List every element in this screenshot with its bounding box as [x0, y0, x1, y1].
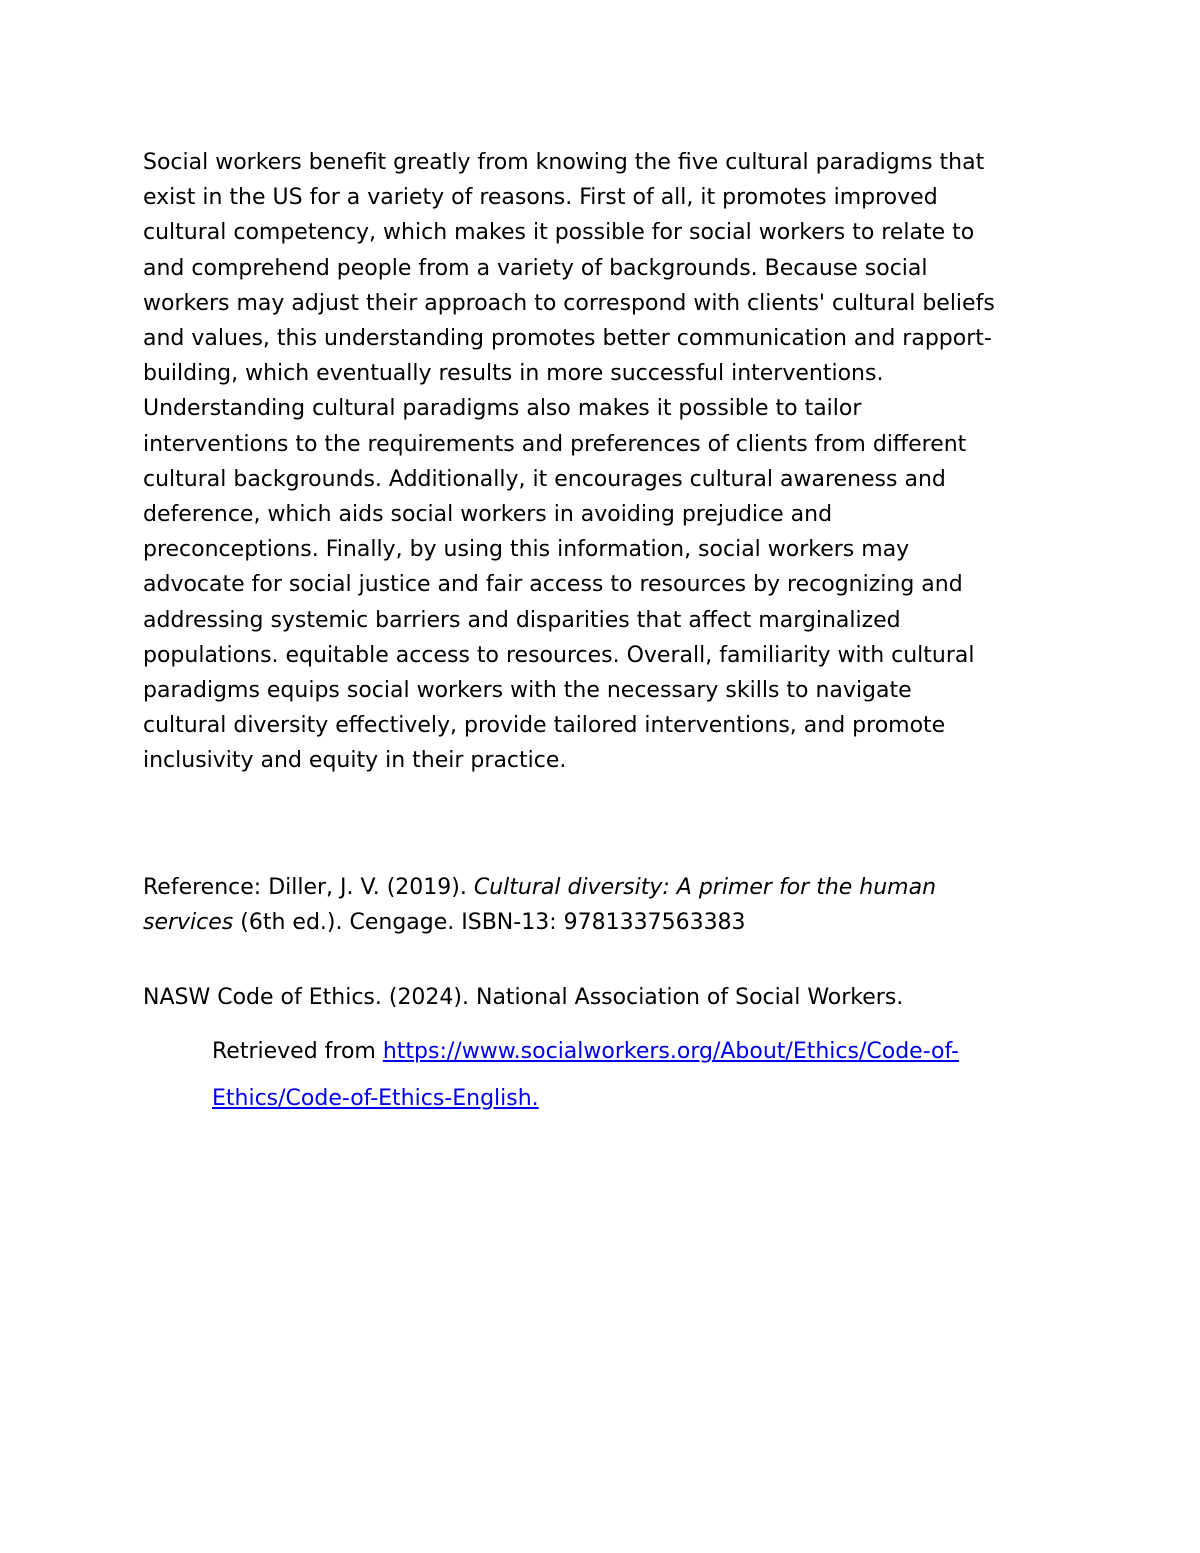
main-paragraph — [143, 145, 1073, 779]
ethics-url-link[interactable]: https://www.socialworkers.org/About/Ethics/Code-of- — [382, 1039, 959, 1064]
paragraph-line: cultural backgrounds. Additionally, it encourages cultural awareness and — [143, 466, 946, 492]
reference-suffix: (6th ed.). Cengage. ISBN-13: 9781337563383 — [233, 910, 746, 936]
paragraph-line: cultural competency, which makes it possible for social workers to relate to — [143, 220, 975, 246]
reference-title-cont: services — [143, 910, 234, 936]
retrieved-line — [212, 1028, 959, 1075]
reference-nasw-retrieved — [212, 1028, 959, 1122]
paragraph-line: preconceptions. Finally, by using this information, social workers may — [143, 537, 910, 563]
reference-nasw-line: NASW Code of Ethics. (2024). National Association of Social Workers. — [143, 985, 904, 1010]
reference-prefix: Reference: Diller, J. V. (2019). — [143, 875, 474, 900]
reference-diller — [143, 870, 936, 940]
paragraph-line: populations. equitable access to resources. Overall, familiarity with cultural — [143, 642, 975, 668]
reference-line — [143, 905, 936, 940]
paragraph-line: cultural diversity effectively, provide tailored interventions, and promote — [143, 713, 946, 739]
paragraph-line: interventions to the requirements and preferences of clients from different — [143, 431, 967, 457]
ethics-url-link-cont[interactable]: Ethics/Code-of-Ethics-English. — [212, 1086, 539, 1111]
paragraph-line: and values, this understanding promotes better communication and rapport- — [143, 326, 992, 352]
paragraph-line: addressing systemic barriers and disparities that affect marginalized — [143, 607, 901, 633]
retrieved-prefix: Retrieved from — [212, 1039, 383, 1064]
paragraph-line: deference, which aids social workers in avoiding prejudice and — [143, 502, 833, 528]
reference-nasw — [143, 980, 903, 1015]
paragraph-line: Social workers benefit greatly from knowing the five cultural paradigms that — [143, 150, 985, 175]
paragraph-line: paradigms equips social workers with the necessary skills to navigate — [143, 678, 912, 704]
reference-title: Cultural diversity: A primer for the human — [473, 875, 937, 900]
retrieved-line — [212, 1075, 959, 1122]
paragraph-line: workers may adjust their approach to correspond with clients' cultural beliefs — [143, 290, 995, 316]
paragraph-line: and comprehend people from a variety of backgrounds. Because social — [143, 255, 928, 281]
paragraph-line: Understanding cultural paradigms also makes it possible to tailor — [143, 396, 862, 422]
paragraph-line: building, which eventually results in more successful interventions. — [143, 361, 884, 387]
paragraph-line: exist in the US for a variety of reasons. First of all, it promotes improved — [143, 185, 938, 211]
paragraph-line: inclusivity and equity in their practice. — [143, 748, 567, 774]
paragraph-line: advocate for social justice and fair access to resources by recognizing and — [143, 572, 963, 598]
reference-line — [143, 870, 936, 905]
